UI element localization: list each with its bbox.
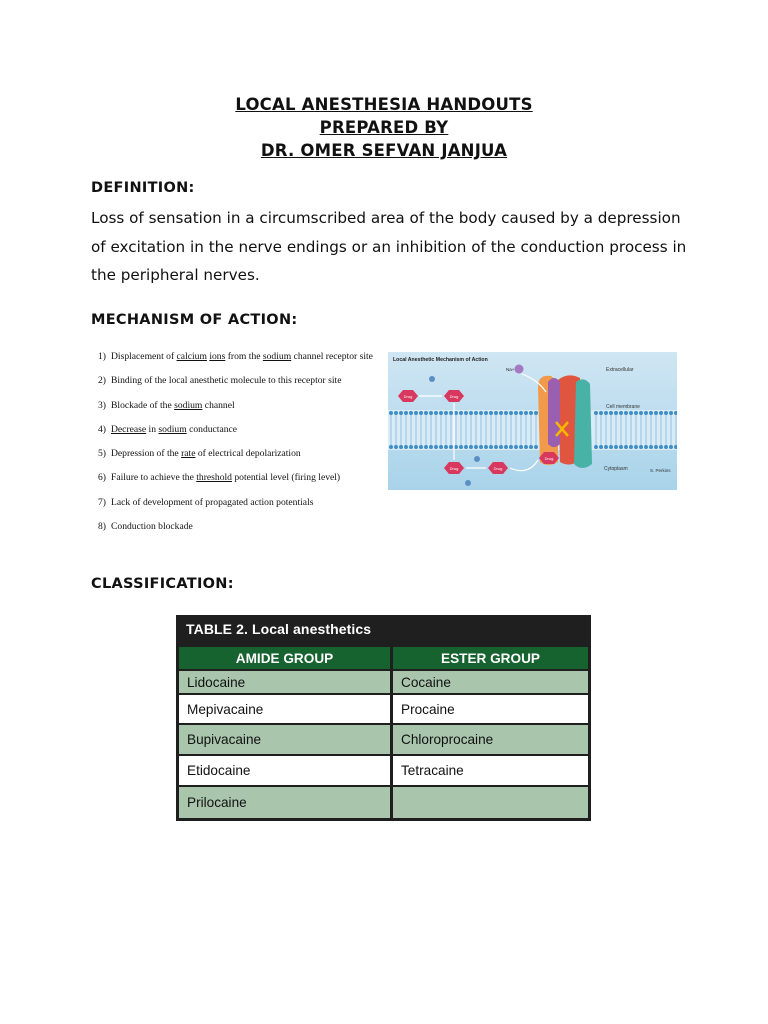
lipid-head [479, 411, 483, 415]
lipid-head [659, 411, 663, 415]
lipid-head [514, 411, 518, 415]
credit-label: S. Perkins [650, 468, 671, 473]
svg-text:Drug: Drug [449, 466, 459, 471]
lipid-head [669, 411, 673, 415]
cytoplasm-label: Cytoplasm [604, 466, 628, 472]
table-cell-amide: Bupivacaine [179, 725, 390, 754]
lipid-head [654, 411, 658, 415]
svg-text:Drug: Drug [449, 394, 459, 399]
lipid-head [654, 445, 658, 449]
mechanism-step: 4) Decrease in sodium conductance [98, 423, 238, 435]
document-title [0, 93, 768, 162]
lipid-head [454, 445, 458, 449]
lipid-head [519, 445, 523, 449]
lipid-head [624, 411, 628, 415]
lipid-head [594, 445, 598, 449]
lipid-head [479, 445, 483, 449]
lipid-head [494, 445, 498, 449]
lipid-head [509, 445, 513, 449]
lipid-head [484, 411, 488, 415]
lipid-head [429, 445, 433, 449]
lipid-head [634, 445, 638, 449]
mechanism-diagram [388, 352, 677, 490]
lipid-head [394, 411, 398, 415]
title-line-1: LOCAL ANESTHESIA HANDOUTS [235, 95, 533, 114]
table-cell-amide: Etidocaine [179, 756, 390, 785]
diagram-title: Local Anesthetic Mechanism of Action [393, 357, 488, 363]
table-cell-ester: Procaine [393, 695, 588, 723]
lipid-head [634, 411, 638, 415]
hydrogen-ion-icon [429, 376, 435, 382]
svg-text:Drug: Drug [403, 394, 413, 399]
table-cell-ester: Tetracaine [393, 756, 588, 785]
lipid-head [414, 445, 418, 449]
table-header-ester: ESTER GROUP [393, 647, 588, 669]
lipid-head [629, 411, 633, 415]
lipid-head [404, 445, 408, 449]
mechanism-step: 3) Blockade of the sodium channel [98, 399, 235, 411]
title-line-2: PREPARED BY [319, 118, 449, 137]
lipid-head [599, 445, 603, 449]
extracellular-label: Extracellular [606, 367, 634, 373]
lipid-head [514, 445, 518, 449]
lipid-head [424, 411, 428, 415]
lipid-head [534, 411, 538, 415]
table-cell-amide: Lidocaine [179, 671, 390, 693]
hydrogen-ion-icon [474, 456, 480, 462]
lipid-head [399, 445, 403, 449]
mechanism-step: 6) Failure to achieve the threshold potential level (firing level) [98, 472, 341, 484]
title-line-3: DR. OMER SEFVAN JANJUA [260, 141, 508, 160]
definition-line-2: of excitation in the nerve endings or an inhibition of the conduction process in [91, 237, 687, 256]
lipid-head [464, 445, 468, 449]
table-cell-amide: Mepivacaine [179, 695, 390, 723]
table-title: TABLE 2. Local anesthetics [186, 621, 372, 637]
lipid-head [454, 411, 458, 415]
lipid-head [609, 445, 613, 449]
lipid-head [434, 411, 438, 415]
lipid-head [419, 445, 423, 449]
mechanism-step: 8) Conduction blockade [98, 521, 193, 533]
svg-text:Drug: Drug [544, 456, 554, 461]
mechanism-step: 5) Depression of the rate of electrical depolarization [98, 448, 301, 460]
lipid-head [644, 445, 648, 449]
lipid-head [599, 411, 603, 415]
definition-heading: DEFINITION: [91, 180, 195, 196]
lipid-head [619, 411, 623, 415]
lipid-head [669, 445, 673, 449]
lipid-head [609, 411, 613, 415]
lipid-head [474, 445, 478, 449]
lipid-head [474, 411, 478, 415]
channel-subunit-teal [574, 379, 592, 468]
lipid-head [659, 445, 663, 449]
mechanism-step: 7) Lack of development of propagated action potentials [98, 496, 314, 508]
lipid-head [649, 445, 653, 449]
lipid-head [644, 411, 648, 415]
lipid-head [444, 445, 448, 449]
lipid-head [639, 445, 643, 449]
lipid-head [639, 411, 643, 415]
definition-line-3: the peripheral nerves. [91, 266, 260, 284]
lipid-head [614, 445, 618, 449]
local-anesthetics-table [176, 615, 591, 821]
lipid-head [534, 445, 538, 449]
lipid-head [414, 411, 418, 415]
lipid-head [389, 445, 393, 449]
lipid-head [439, 445, 443, 449]
lipid-head [604, 445, 608, 449]
classification-heading: CLASSIFICATION: [91, 576, 234, 592]
lipid-head [649, 411, 653, 415]
lipid-head [444, 411, 448, 415]
lipid-head [424, 445, 428, 449]
table-cell-amide: Prilocaine [179, 787, 390, 818]
lipid-head [409, 445, 413, 449]
mechanism-step: 2) Binding of the local anesthetic molecule to this receptor site [98, 375, 342, 387]
lipid-head [409, 411, 413, 415]
membrane-label: Cell membrane [606, 404, 640, 410]
lipid-head [489, 445, 493, 449]
lipid-head [604, 411, 608, 415]
lipid-head [624, 445, 628, 449]
lipid-head [519, 411, 523, 415]
lipid-head [664, 445, 668, 449]
lipid-head [529, 445, 533, 449]
lipid-head [504, 411, 508, 415]
table-cell-ester: Cocaine [393, 671, 588, 693]
lipid-head [524, 445, 528, 449]
lipid-head [464, 411, 468, 415]
lipid-head [664, 411, 668, 415]
sodium-ion-label: Na+ [506, 367, 515, 372]
lipid-head [394, 445, 398, 449]
table-header-amide: AMIDE GROUP [179, 647, 390, 669]
lipid-head [504, 445, 508, 449]
lipid-head [509, 411, 513, 415]
lipid-head [619, 445, 623, 449]
lipid-head [389, 411, 393, 415]
lipid-head [429, 411, 433, 415]
lipid-head [529, 411, 533, 415]
lipid-head [459, 411, 463, 415]
sodium-ion-icon [515, 365, 524, 374]
svg-text:Drug: Drug [493, 466, 503, 471]
channel-subunit-purple [548, 378, 560, 447]
table-cell-ester: Chloroprocaine [393, 725, 588, 754]
mechanism-heading: MECHANISM OF ACTION: [91, 312, 298, 328]
lipid-head [439, 411, 443, 415]
lipid-head [459, 445, 463, 449]
lipid-head [419, 411, 423, 415]
mechanism-steps-list [98, 350, 388, 544]
table-cell-ester [393, 787, 588, 818]
lipid-head [614, 411, 618, 415]
lipid-head [469, 411, 473, 415]
lipid-head [434, 445, 438, 449]
lipid-head [469, 445, 473, 449]
mechanism-step: 1) Displacement of calcium ions from the sodium channel receptor site [98, 351, 373, 362]
lipid-head [449, 411, 453, 415]
hydrogen-ion-icon [465, 480, 471, 486]
definition-text [91, 204, 691, 290]
lipid-head [524, 411, 528, 415]
lipid-head [449, 445, 453, 449]
lipid-head [404, 411, 408, 415]
lipid-head [494, 411, 498, 415]
lipid-head [594, 411, 598, 415]
lipid-head [484, 445, 488, 449]
lipid-head [629, 445, 633, 449]
lipid-head [399, 411, 403, 415]
definition-line-1: Loss of sensation in a circumscribed area of the body caused by a depression [91, 209, 681, 227]
lipid-head [489, 411, 493, 415]
lipid-head [499, 445, 503, 449]
lipid-head [499, 411, 503, 415]
